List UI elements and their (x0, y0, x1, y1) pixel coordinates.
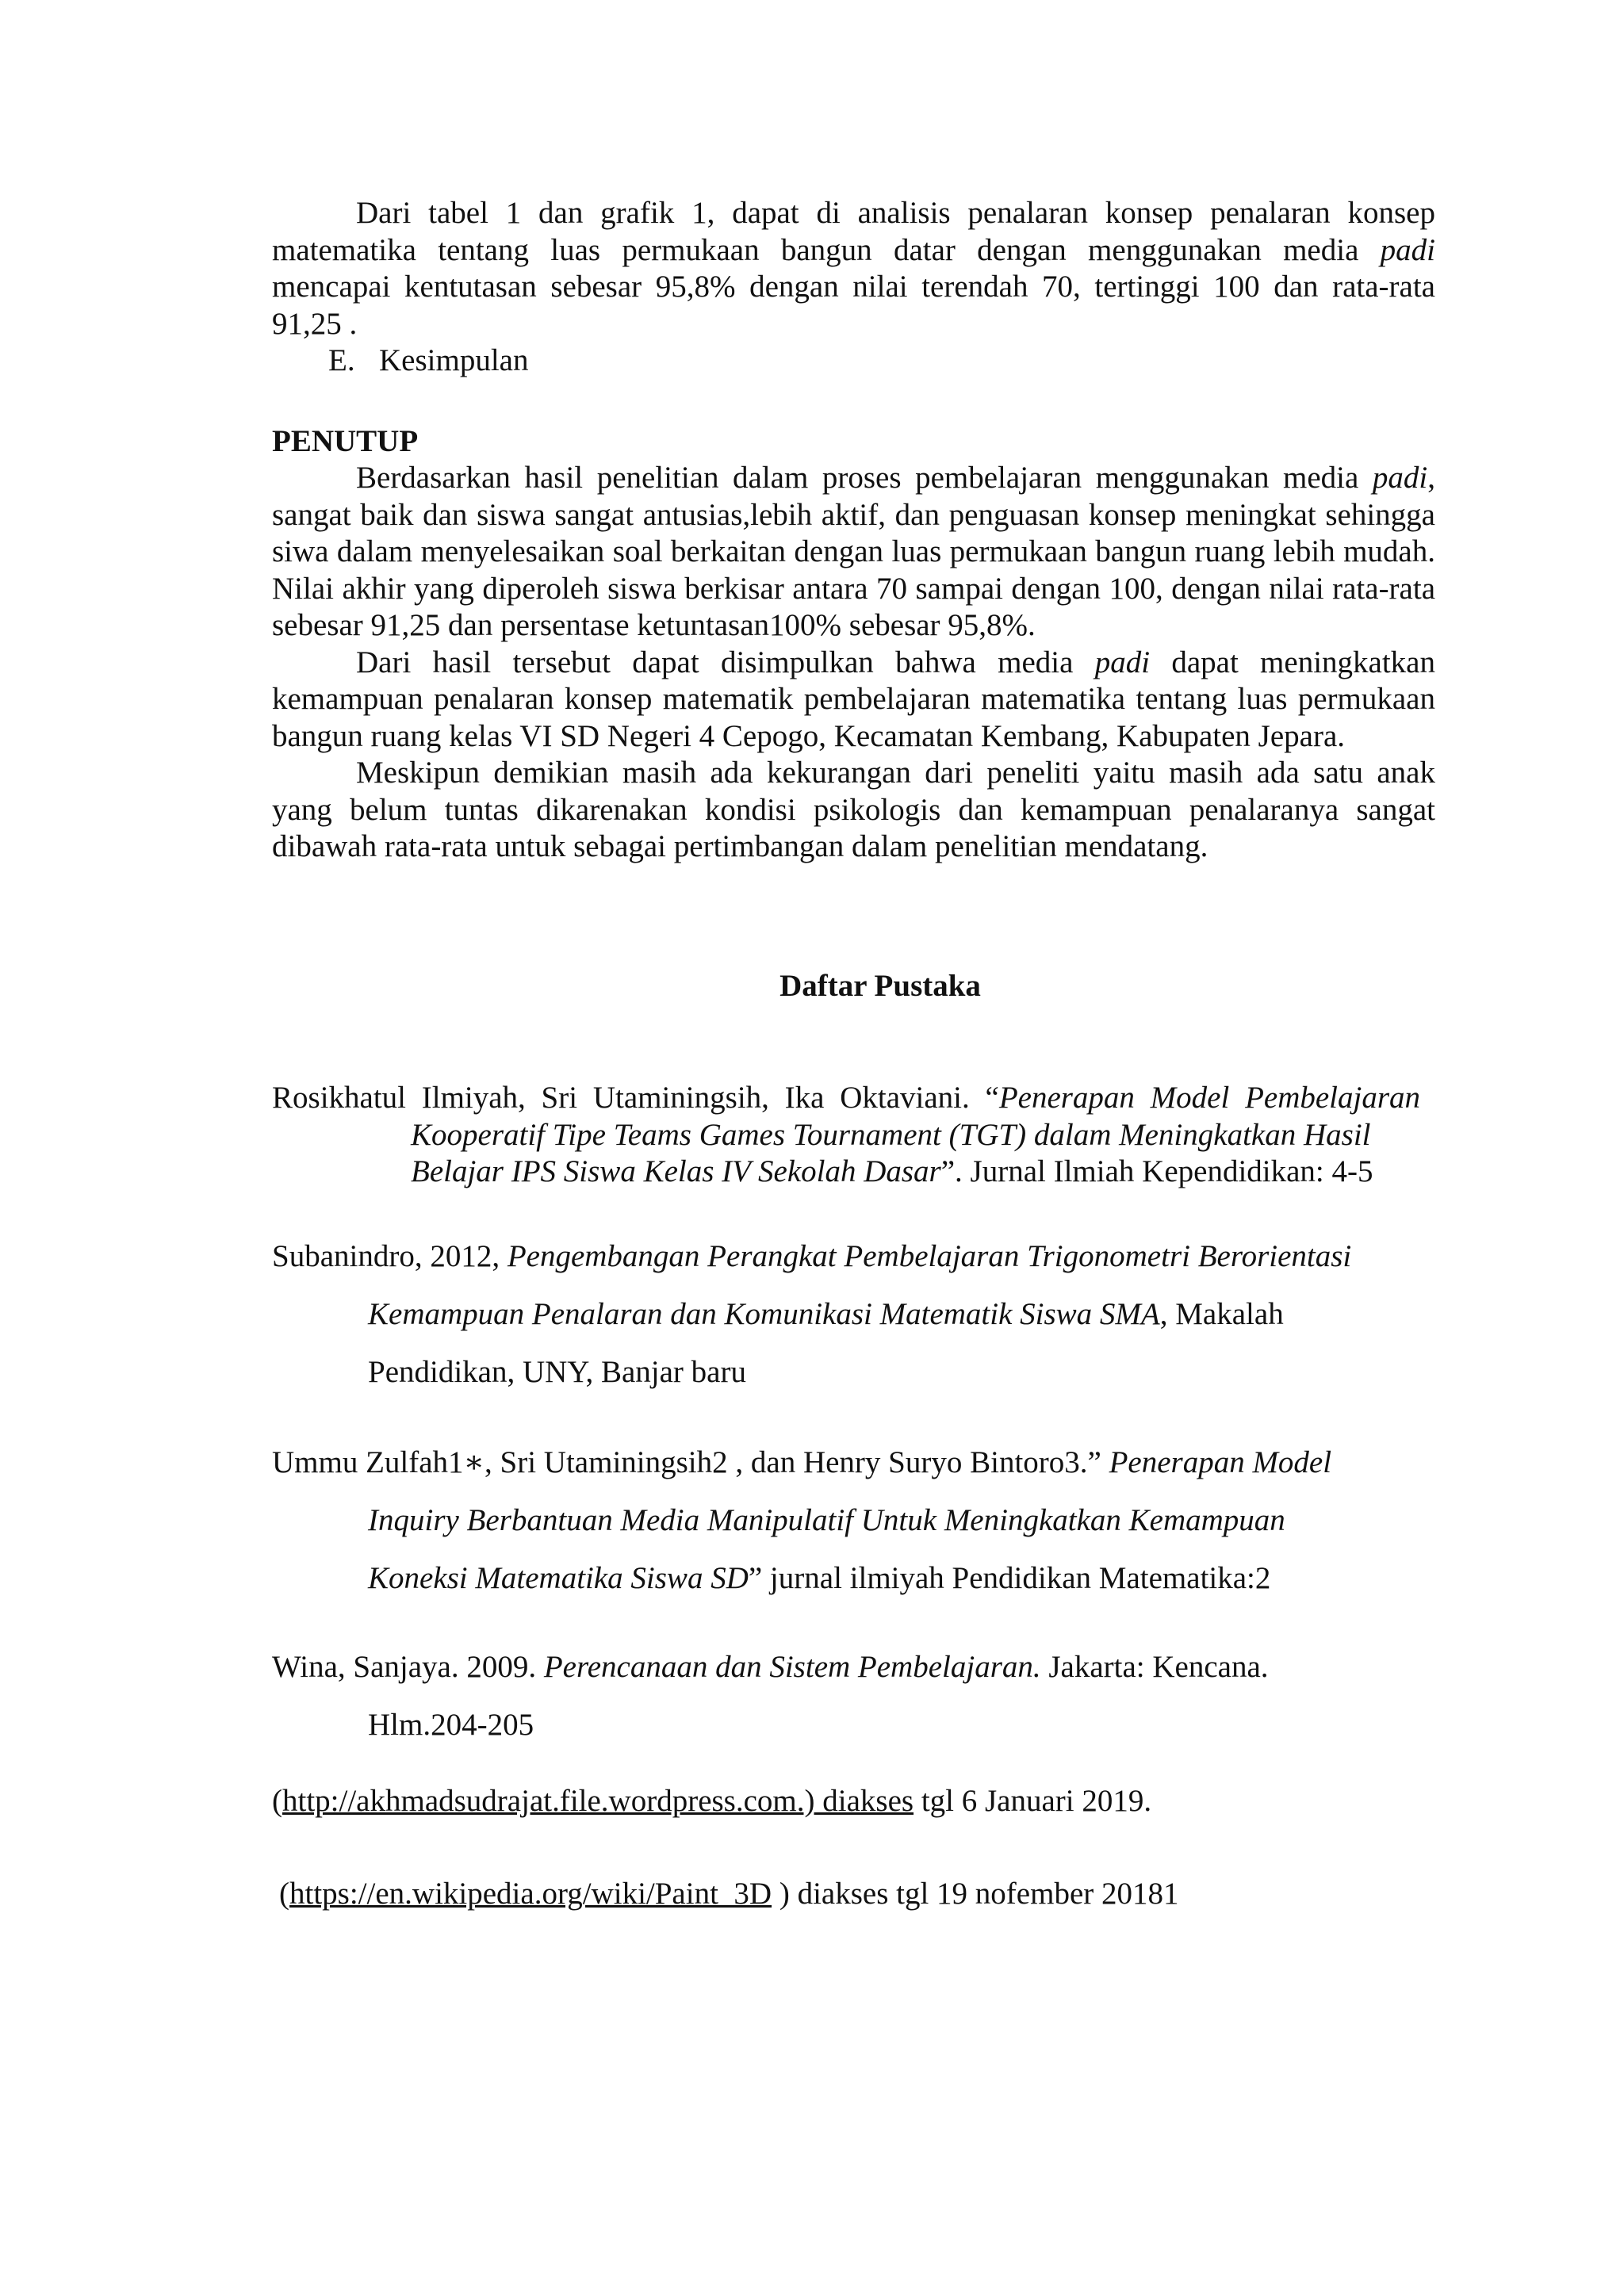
reference-source: ” jurnal ilmiyah Pendidikan Matematika:2 (748, 1561, 1271, 1595)
list-label: Kesimpulan (379, 343, 529, 377)
paragraph-text: dapat meningkatkan kemampuan penalaran konsep matematik pembelajaran matematika tentang luas permukaan bangun ruang kelas VI SD Negeri 4 Cepogo, Kecamatan Kembang, Kabupaten Jepara. (272, 645, 1435, 753)
reference-authors: Ummu Zulfah1∗, Sri Utaminingsih2 , dan Henry Suryo Bintoro3.” (272, 1445, 1109, 1479)
reference-title: Penerapan Model Pembelajaran (998, 1081, 1421, 1115)
intro-text-end: mencapai kentutasan sebesar 95,8% dengan nilai terendah 70, tertinggi 100 dan rata-rata 91,25 . (272, 270, 1435, 341)
section-heading-penutup: PENUTUP (272, 424, 419, 458)
reference-access-date: ) diakses tgl 19 nofember 20181 (772, 1877, 1179, 1911)
reference-entry-5 (272, 1783, 1435, 1820)
reference-line (272, 1491, 1435, 1549)
reference-line (272, 1080, 1435, 1117)
reference-entry-3 (272, 1433, 1435, 1607)
reference-access-date: tgl 6 Januari 2019. (914, 1784, 1152, 1818)
reference-authors: Rosikhatul Ilmiyah, Sri Utaminingsih, Ika Oktaviani. “ (272, 1081, 999, 1115)
paragraph-text: , sangat baik dan siswa sangat antusias,lebih aktif, dan penguasan konsep meningkat sehingga siwa dalam menyelesaikan soal berkaitan dengan luas permukaan bangun ruang lebih mudah. Nilai akhir yang diperoleh siswa berkisar antara 70 sampai dengan 100, dengan nilai rata-rata sebesar 91,25 dan persentase ketuntasan100% sebesar 95,8%. (272, 461, 1435, 642)
reference-title: Koneksi Matematika Siswa SD (368, 1561, 749, 1595)
paren-open: ( (279, 1877, 289, 1911)
reference-entry-4 (272, 1638, 1435, 1754)
reference-line (279, 1876, 1442, 1913)
list-marker: E. (328, 343, 355, 377)
reference-line (272, 1433, 1435, 1491)
reference-authors: Wina, Sanjaya. 2009. (272, 1650, 544, 1684)
italic-term: padi (1094, 645, 1151, 679)
intro-paragraph-block (272, 195, 1435, 342)
intro-italic-term: padi (1380, 232, 1435, 267)
penutup-paragraph-2 (272, 645, 1435, 756)
reference-title: Perencanaan dan Sistem Pembelajaran. (543, 1650, 1041, 1684)
reference-line: Hlm.204-205 (368, 1708, 534, 1742)
intro-paragraph (272, 195, 1435, 342)
penutup-body (272, 460, 1435, 866)
section-heading-daftar-pustaka: Daftar Pustaka (779, 969, 981, 1003)
penutup-paragraph-1 (272, 460, 1435, 645)
intro-text-start: Dari tabel 1 dan grafik 1, dapat di analisis penalaran konsep penalaran konsep matematika tentang luas permukaan bangun datar dengan menggunakan media (272, 196, 1435, 267)
reference-source: Jakarta: Kencana. (1040, 1650, 1269, 1684)
penutup-paragraph-3: Meskipun demikian masih ada kekurangan dari peneliti yaitu masih ada satu anak yang belum tuntas dikarenakan kondisi psikologis dan kemampuan penalaranya sangat dibawah rata-rata untuk sebagai pertimbangan dalam penelitian mendatang. (272, 756, 1435, 863)
paragraph-text: Dari hasil tersebut dapat disimpulkan bahwa media (356, 645, 1095, 679)
reference-link[interactable]: http://akhmadsudrajat.file.wordpress.com.) diakses (282, 1784, 914, 1818)
reference-title: Kemampuan Penalaran dan Komunikasi Matematik Siswa SMA (368, 1297, 1160, 1331)
paragraph-text: Berdasarkan hasil penelitian dalam proses pembelajaran menggunakan media (356, 461, 1373, 495)
reference-line (272, 1638, 1435, 1696)
reference-title: Belajar IPS Siswa Kelas IV Sekolah Dasar (411, 1154, 941, 1188)
italic-term: padi (1372, 461, 1428, 495)
reference-line (272, 1549, 1435, 1607)
reference-title: Kooperatif Tipe Teams Games Tournament (TGT) dalam Meningkatkan Hasil (411, 1117, 1371, 1152)
reference-line (272, 1783, 1435, 1820)
reference-line (272, 1285, 1435, 1343)
reference-line (272, 1227, 1435, 1285)
reference-title: Penerapan Model (1109, 1445, 1332, 1479)
reference-source: , Makalah (1159, 1297, 1284, 1331)
reference-authors: Subanindro, 2012, (272, 1239, 508, 1273)
list-item-kesimpulan (328, 342, 528, 380)
reference-entry-1 (272, 1080, 1435, 1191)
reference-line (272, 1154, 1435, 1191)
reference-source: ”. Jurnal Ilmiah Kependidikan: 4-5 (940, 1154, 1373, 1188)
reference-line: Pendidikan, UNY, Banjar baru (368, 1355, 746, 1389)
paren-open: ( (272, 1784, 282, 1818)
reference-entry-2 (272, 1227, 1435, 1401)
reference-link[interactable]: https://en.wikipedia.org/wiki/Paint_3D (289, 1877, 772, 1911)
reference-entry-6 (279, 1876, 1442, 1913)
reference-line (272, 1117, 1435, 1154)
reference-title: Pengembangan Perangkat Pembelajaran Trigonometri Berorientasi (507, 1239, 1352, 1273)
reference-title: Inquiry Berbantuan Media Manipulatif Untuk Meningkatkan Kemampuan (368, 1503, 1285, 1537)
